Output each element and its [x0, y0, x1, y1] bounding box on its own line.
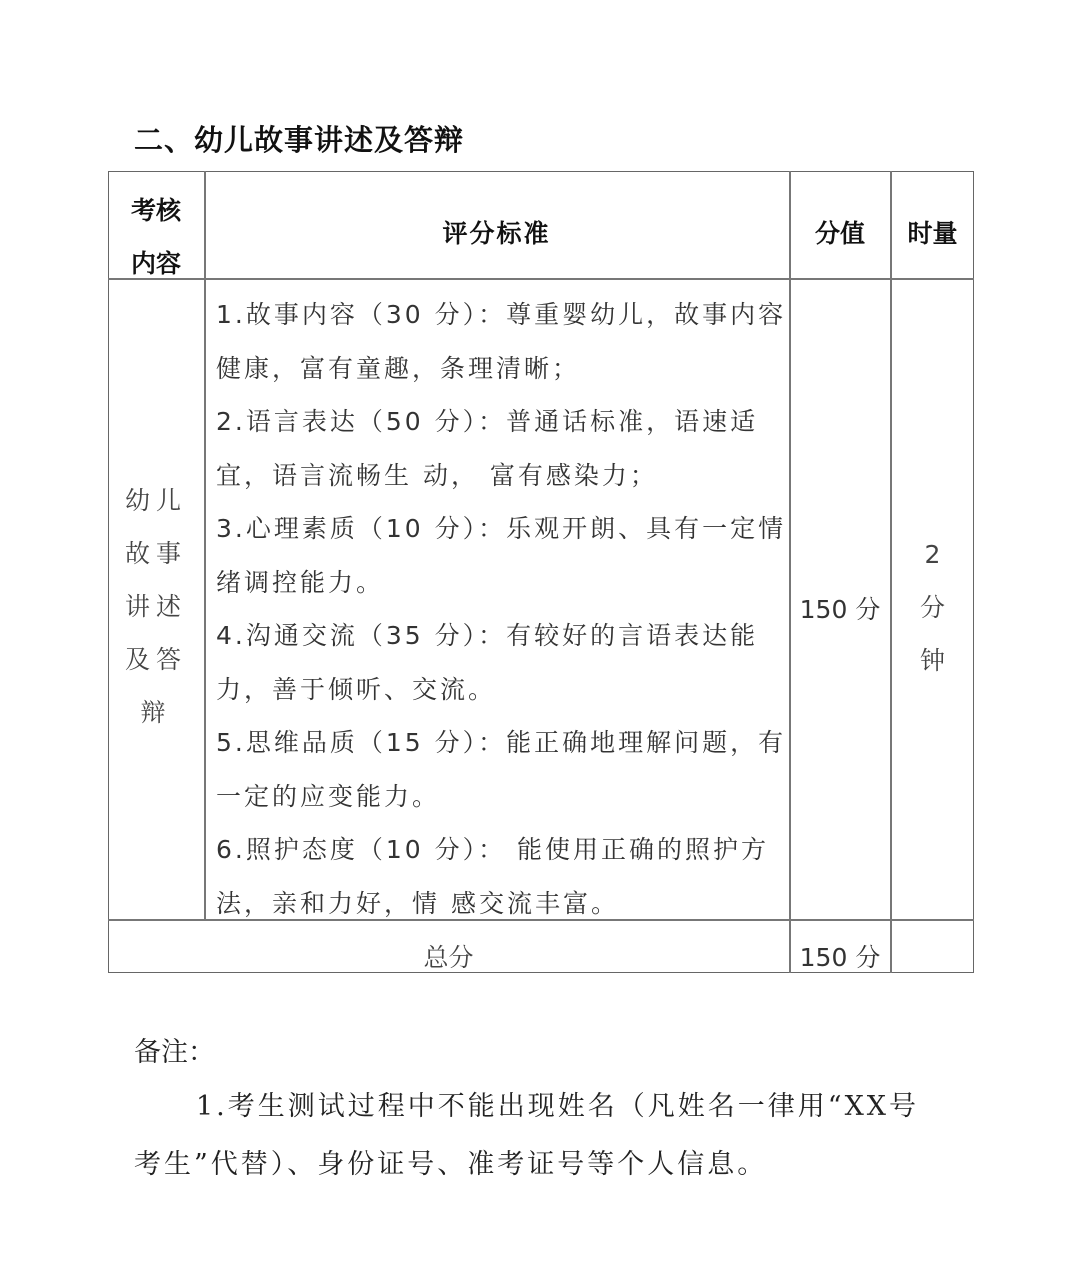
notes-item: 1.考生测试过程中不能出现姓名（凡姓名一律用“XX号考生”代替）、身份证号、准考证号等个人信息。	[134, 1091, 920, 1180]
col-divider-1	[204, 171, 206, 920]
content-line: 幼儿	[124, 486, 187, 515]
criteria-line: 法，亲和力好，情 感交流丰富。	[216, 888, 619, 918]
criteria-line: 6.照护态度（10 分）： 能使用正确的照护方	[216, 835, 770, 864]
criteria-line: 3.心理素质（10 分）：乐观开朗、具有一定情	[216, 514, 787, 543]
notes-title: 备注：	[134, 1037, 215, 1068]
content-cell	[108, 474, 204, 739]
criteria-line: 力，善于倾听、交流。	[216, 674, 497, 704]
header-content-line2: 内容	[130, 249, 181, 278]
content-line: 及答	[124, 645, 187, 674]
criteria-line: 4.沟通交流（35 分）：有较好的言语表达能	[216, 621, 759, 650]
time-line: 钟	[919, 646, 945, 675]
header-time: 时量	[907, 219, 958, 248]
section-title: 二、幼儿故事讲述及答辩	[134, 123, 465, 157]
col-divider-2	[789, 171, 791, 973]
criteria-line: 绪调控能力。	[216, 567, 385, 597]
row-divider-header	[108, 278, 974, 280]
time-line: 分	[919, 593, 945, 622]
score-cell: 150 分	[799, 595, 881, 624]
header-content	[108, 184, 204, 290]
time-line: 2	[924, 540, 941, 569]
criteria-line: 健康，富有童趣，条理清晰；	[216, 353, 581, 383]
content-line: 辩	[140, 698, 172, 727]
time-cell	[891, 528, 974, 687]
criteria-line: 1.故事内容（30 分）：尊重婴幼儿，故事内容	[216, 300, 787, 329]
criteria-line: 2.语言表达（50 分）：普通话标准，语速适	[216, 407, 759, 436]
total-score: 150 分	[799, 943, 881, 972]
header-score: 分值	[814, 219, 865, 248]
content-line: 故事	[124, 539, 187, 568]
total-label: 总分	[423, 943, 474, 972]
criteria-cell	[216, 288, 786, 930]
criteria-line: 宜，语言流畅生 动， 富有感染力；	[216, 460, 658, 490]
header-criteria: 评分标准	[442, 219, 551, 248]
header-content-line1: 考核	[130, 196, 181, 225]
content-line: 讲述	[124, 592, 187, 621]
criteria-line: 一定的应变能力。	[216, 781, 441, 811]
criteria-line: 5.思维品质（15 分）：能正确地理解问题，有	[216, 728, 787, 757]
